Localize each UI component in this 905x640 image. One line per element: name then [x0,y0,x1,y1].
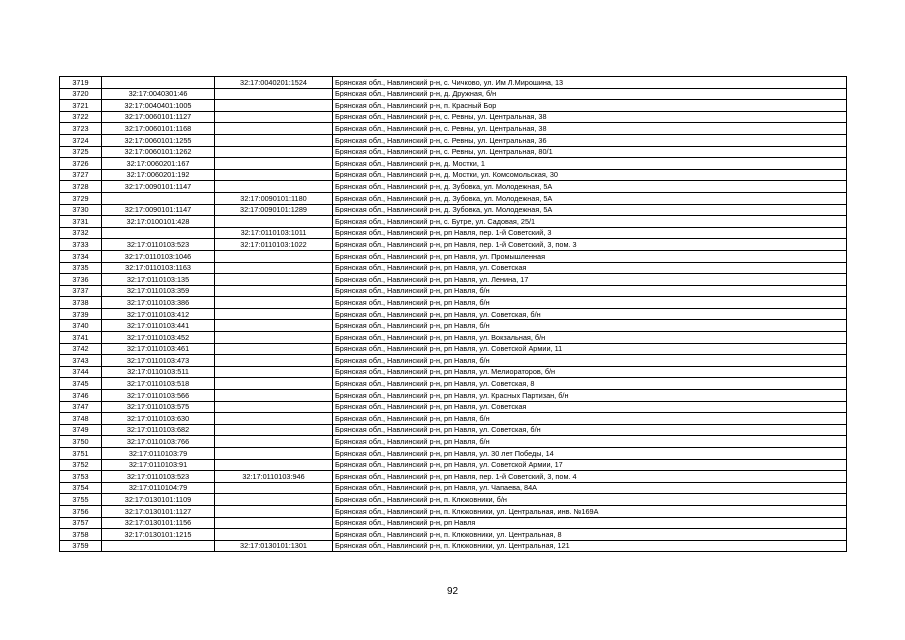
row-number-cell: 3759 [60,540,102,552]
address-cell: Брянская обл., Навлинский р-н, рп Навля, б/н [333,320,847,332]
row-number-cell: 3737 [60,285,102,297]
cadastral-number-cell: 32:17:0060201:192 [102,169,215,181]
cadastral-number-cell: 32:17:0090101:1147 [102,181,215,193]
row-number-cell: 3756 [60,505,102,517]
table-row [60,540,847,552]
cadastral-number-cell: 32:17:0130101:1215 [102,529,215,541]
table-row [60,216,847,228]
table-row [60,262,847,274]
table-row [60,366,847,378]
address-cell: Брянская обл., Навлинский р-н, рп Навля, б/н [333,297,847,309]
table-row [60,517,847,529]
table-row [60,123,847,135]
row-number-cell: 3725 [60,146,102,158]
address-cell: Брянская обл., Навлинский р-н, п. Клюковники, б/н [333,494,847,506]
row-number-cell: 3739 [60,308,102,320]
cadastral-number-cell [102,77,215,89]
cadastral-number-cell: 32:17:0110103:630 [102,413,215,425]
cadastral-number-cell: 32:17:0110103:766 [102,436,215,448]
cadastral-number-cell: 32:17:0100101:428 [102,216,215,228]
address-cell: Брянская обл., Навлинский р-н, рп Навля, ул. Советской Армии, 17 [333,459,847,471]
related-cadastral-number-cell [215,401,333,413]
cadastral-number-cell: 32:17:0110103:452 [102,332,215,344]
table-row [60,227,847,239]
address-cell: Брянская обл., Навлинский р-н, рп Навля, пер. 1-й Советский, 3, пом. 3 [333,239,847,251]
cadastral-number-cell: 32:17:0060201:167 [102,158,215,170]
address-cell: Брянская обл., Навлинский р-н, п. Клюковники, ул. Центральная, 121 [333,540,847,552]
cadastral-number-cell: 32:17:0110103:518 [102,378,215,390]
cadastral-number-cell: 32:17:0040301:46 [102,88,215,100]
address-cell: Брянская обл., Навлинский р-н, д. Мостки, ул. Комсомольская, 30 [333,169,847,181]
address-cell: Брянская обл., Навлинский р-н, п. Клюковники, ул. Центральная, инв. №169А [333,505,847,517]
cadastral-number-cell: 32:17:0060101:1127 [102,111,215,123]
related-cadastral-number-cell [215,146,333,158]
row-number-cell: 3745 [60,378,102,390]
related-cadastral-number-cell [215,308,333,320]
table-row [60,413,847,425]
table-row [60,158,847,170]
address-cell: Брянская обл., Навлинский р-н, д. Зубовка, ул. Молодежная, 5А [333,204,847,216]
related-cadastral-number-cell [215,413,333,425]
address-cell: Брянская обл., Навлинский р-н, д. Дружная, б/н [333,88,847,100]
address-cell: Брянская обл., Навлинский р-н, с. Ревны, ул. Центральная, 80/1 [333,146,847,158]
address-cell: Брянская обл., Навлинский р-н, рп Навля, ул. Вокзальная, б/н [333,332,847,344]
row-number-cell: 3736 [60,274,102,286]
cadastral-number-cell: 32:17:0060101:1262 [102,146,215,158]
related-cadastral-number-cell [215,390,333,402]
row-number-cell: 3740 [60,320,102,332]
row-number-cell: 3734 [60,250,102,262]
related-cadastral-number-cell [215,216,333,228]
related-cadastral-number-cell [215,123,333,135]
table-row [60,424,847,436]
address-cell: Брянская обл., Навлинский р-н, рп Навля, б/н [333,413,847,425]
address-cell: Брянская обл., Навлинский р-н, рп Навля, ул. Красных Партизан, б/н [333,390,847,402]
address-cell: Брянская обл., Навлинский р-н, д. Мостки, 1 [333,158,847,170]
row-number-cell: 3752 [60,459,102,471]
cadastral-number-cell: 32:17:0110103:135 [102,274,215,286]
cadastral-number-cell: 32:17:0110103:523 [102,239,215,251]
row-number-cell: 3742 [60,343,102,355]
address-cell: Брянская обл., Навлинский р-н, рп Навля, ул. Промышленная [333,250,847,262]
table-row [60,482,847,494]
row-number-cell: 3754 [60,482,102,494]
related-cadastral-number-cell [215,169,333,181]
table-row [60,204,847,216]
related-cadastral-number-cell: 32:17:0130101:1301 [215,540,333,552]
cadastral-number-cell: 32:17:0110103:386 [102,297,215,309]
address-cell: Брянская обл., Навлинский р-н, рп Навля, ул. Советская, 8 [333,378,847,390]
row-number-cell: 3751 [60,448,102,460]
row-number-cell: 3749 [60,424,102,436]
cadastral-number-cell: 32:17:0110103:1163 [102,262,215,274]
related-cadastral-number-cell [215,250,333,262]
cadastral-number-cell: 32:17:0090101:1147 [102,204,215,216]
related-cadastral-number-cell [215,343,333,355]
table-row [60,308,847,320]
address-cell: Брянская обл., Навлинский р-н, рп Навля, ул. Советская, б/н [333,308,847,320]
row-number-cell: 3732 [60,227,102,239]
table-row [60,320,847,332]
row-number-cell: 3726 [60,158,102,170]
related-cadastral-number-cell [215,134,333,146]
address-cell: Брянская обл., Навлинский р-н, с. Чичково, ул. Им Л.Мирошина, 13 [333,77,847,89]
cadastral-number-cell: 32:17:0110103:461 [102,343,215,355]
related-cadastral-number-cell [215,262,333,274]
cadastral-number-cell: 32:17:0110103:473 [102,355,215,367]
related-cadastral-number-cell [215,436,333,448]
related-cadastral-number-cell [215,100,333,112]
address-cell: Брянская обл., Навлинский р-н, рп Навля, ул. Советская, б/н [333,424,847,436]
row-number-cell: 3738 [60,297,102,309]
row-number-cell: 3735 [60,262,102,274]
row-number-cell: 3719 [60,77,102,89]
row-number-cell: 3722 [60,111,102,123]
row-number-cell: 3757 [60,517,102,529]
cadastral-number-cell [102,192,215,204]
table-row [60,332,847,344]
address-cell: Брянская обл., Навлинский р-н, п. Клюковники, ул. Центральная, 8 [333,529,847,541]
row-number-cell: 3720 [60,88,102,100]
row-number-cell: 3730 [60,204,102,216]
related-cadastral-number-cell [215,297,333,309]
related-cadastral-number-cell [215,424,333,436]
row-number-cell: 3723 [60,123,102,135]
address-cell: Брянская обл., Навлинский р-н, рп Навля [333,517,847,529]
cadastral-number-cell: 32:17:0110103:566 [102,390,215,402]
address-cell: Брянская обл., Навлинский р-н, рп Навля, ул. Советской Армии, 11 [333,343,847,355]
related-cadastral-number-cell [215,366,333,378]
row-number-cell: 3750 [60,436,102,448]
table-row [60,297,847,309]
row-number-cell: 3748 [60,413,102,425]
table-row [60,181,847,193]
table-row [60,134,847,146]
registry-table-body [60,77,847,552]
table-row [60,285,847,297]
table-row [60,436,847,448]
table-row [60,355,847,367]
related-cadastral-number-cell [215,529,333,541]
table-row [60,378,847,390]
address-cell: Брянская обл., Навлинский р-н, рп Навля, ул. Советская [333,262,847,274]
table-row [60,250,847,262]
related-cadastral-number-cell [215,459,333,471]
row-number-cell: 3724 [60,134,102,146]
related-cadastral-number-cell: 32:17:0110103:1011 [215,227,333,239]
cadastral-number-cell: 32:17:0110103:682 [102,424,215,436]
table-row [60,274,847,286]
address-cell: Брянская обл., Навлинский р-н, рп Навля, ул. 30 лет Победы, 14 [333,448,847,460]
related-cadastral-number-cell [215,332,333,344]
related-cadastral-number-cell [215,320,333,332]
row-number-cell: 3727 [60,169,102,181]
row-number-cell: 3721 [60,100,102,112]
address-cell: Брянская обл., Навлинский р-н, с. Ревны, ул. Центральная, 36 [333,134,847,146]
address-cell: Брянская обл., Навлинский р-н, п. Красный Бор [333,100,847,112]
address-cell: Брянская обл., Навлинский р-н, рп Навля, ул. Советская [333,401,847,413]
address-cell: Брянская обл., Навлинский р-н, рп Навля, пер. 1-й Советский, 3, пом. 4 [333,471,847,483]
cadastral-number-cell: 32:17:0130101:1156 [102,517,215,529]
related-cadastral-number-cell: 32:17:0110103:1022 [215,239,333,251]
cadastral-number-cell: 32:17:0110103:523 [102,471,215,483]
table-row [60,77,847,89]
table-row [60,88,847,100]
row-number-cell: 3728 [60,181,102,193]
row-number-cell: 3747 [60,401,102,413]
related-cadastral-number-cell [215,88,333,100]
table-row [60,529,847,541]
related-cadastral-number-cell [215,505,333,517]
cadastral-number-cell: 32:17:0130101:1127 [102,505,215,517]
cadastral-number-cell: 32:17:0130101:1109 [102,494,215,506]
table-row [60,459,847,471]
cadastral-number-cell: 32:17:0040401:1005 [102,100,215,112]
table-row [60,100,847,112]
related-cadastral-number-cell [215,285,333,297]
cadastral-number-cell: 32:17:0060101:1255 [102,134,215,146]
row-number-cell: 3743 [60,355,102,367]
table-row [60,401,847,413]
address-cell: Брянская обл., Навлинский р-н, рп Навля, пер. 1-й Советский, 3 [333,227,847,239]
row-number-cell: 3744 [60,366,102,378]
cadastral-number-cell [102,227,215,239]
related-cadastral-number-cell [215,158,333,170]
related-cadastral-number-cell [215,274,333,286]
related-cadastral-number-cell: 32:17:0040201:1524 [215,77,333,89]
cadastral-number-cell: 32:17:0110103:79 [102,448,215,460]
table-row [60,505,847,517]
address-cell: Брянская обл., Навлинский р-н, рп Навля, ул. Мелиораторов, б/н [333,366,847,378]
table-row [60,146,847,158]
related-cadastral-number-cell: 32:17:0090101:1180 [215,192,333,204]
address-cell: Брянская обл., Навлинский р-н, рп Навля, ул. Чапаева, 84А [333,482,847,494]
cadastral-number-cell: 32:17:0110103:575 [102,401,215,413]
row-number-cell: 3733 [60,239,102,251]
related-cadastral-number-cell [215,482,333,494]
cadastral-number-cell: 32:17:0110103:412 [102,308,215,320]
related-cadastral-number-cell [215,448,333,460]
address-cell: Брянская обл., Навлинский р-н, с. Ревны, ул. Центральная, 38 [333,111,847,123]
address-cell: Брянская обл., Навлинский р-н, д. Зубовка, ул. Молодежная, 5А [333,181,847,193]
cadastral-number-cell: 32:17:0110103:359 [102,285,215,297]
table-row [60,239,847,251]
related-cadastral-number-cell [215,517,333,529]
table-row [60,471,847,483]
address-cell: Брянская обл., Навлинский р-н, с. Ревны, ул. Центральная, 38 [333,123,847,135]
row-number-cell: 3729 [60,192,102,204]
cadastral-number-cell: 32:17:0110103:1046 [102,250,215,262]
related-cadastral-number-cell [215,355,333,367]
row-number-cell: 3758 [60,529,102,541]
cadastral-number-cell: 32:17:0060101:1168 [102,123,215,135]
row-number-cell: 3755 [60,494,102,506]
related-cadastral-number-cell [215,181,333,193]
related-cadastral-number-cell [215,378,333,390]
related-cadastral-number-cell [215,494,333,506]
table-row [60,494,847,506]
address-cell: Брянская обл., Навлинский р-н, рп Навля, б/н [333,436,847,448]
address-cell: Брянская обл., Навлинский р-н, рп Навля, ул. Ленина, 17 [333,274,847,286]
row-number-cell: 3741 [60,332,102,344]
property-registry-table [59,76,847,552]
address-cell: Брянская обл., Навлинский р-н, д. Зубовка, ул. Молодежная, 5А [333,192,847,204]
cadastral-number-cell: 32:17:0110103:511 [102,366,215,378]
related-cadastral-number-cell: 32:17:0110103:946 [215,471,333,483]
cadastral-number-cell: 32:17:0110104:79 [102,482,215,494]
table-row [60,390,847,402]
related-cadastral-number-cell [215,111,333,123]
table-row [60,111,847,123]
table-row [60,169,847,181]
cadastral-number-cell: 32:17:0110103:441 [102,320,215,332]
table-row [60,192,847,204]
address-cell: Брянская обл., Навлинский р-н, рп Навля, б/н [333,355,847,367]
row-number-cell: 3731 [60,216,102,228]
table-row [60,343,847,355]
cadastral-number-cell [102,540,215,552]
row-number-cell: 3753 [60,471,102,483]
related-cadastral-number-cell: 32:17:0090101:1289 [215,204,333,216]
address-cell: Брянская обл., Навлинский р-н, с. Бутре, ул. Садовая, 25/1 [333,216,847,228]
page-number: 92 [446,586,459,597]
address-cell: Брянская обл., Навлинский р-н, рп Навля, б/н [333,285,847,297]
table-row [60,448,847,460]
cadastral-number-cell: 32:17:0110103:91 [102,459,215,471]
row-number-cell: 3746 [60,390,102,402]
